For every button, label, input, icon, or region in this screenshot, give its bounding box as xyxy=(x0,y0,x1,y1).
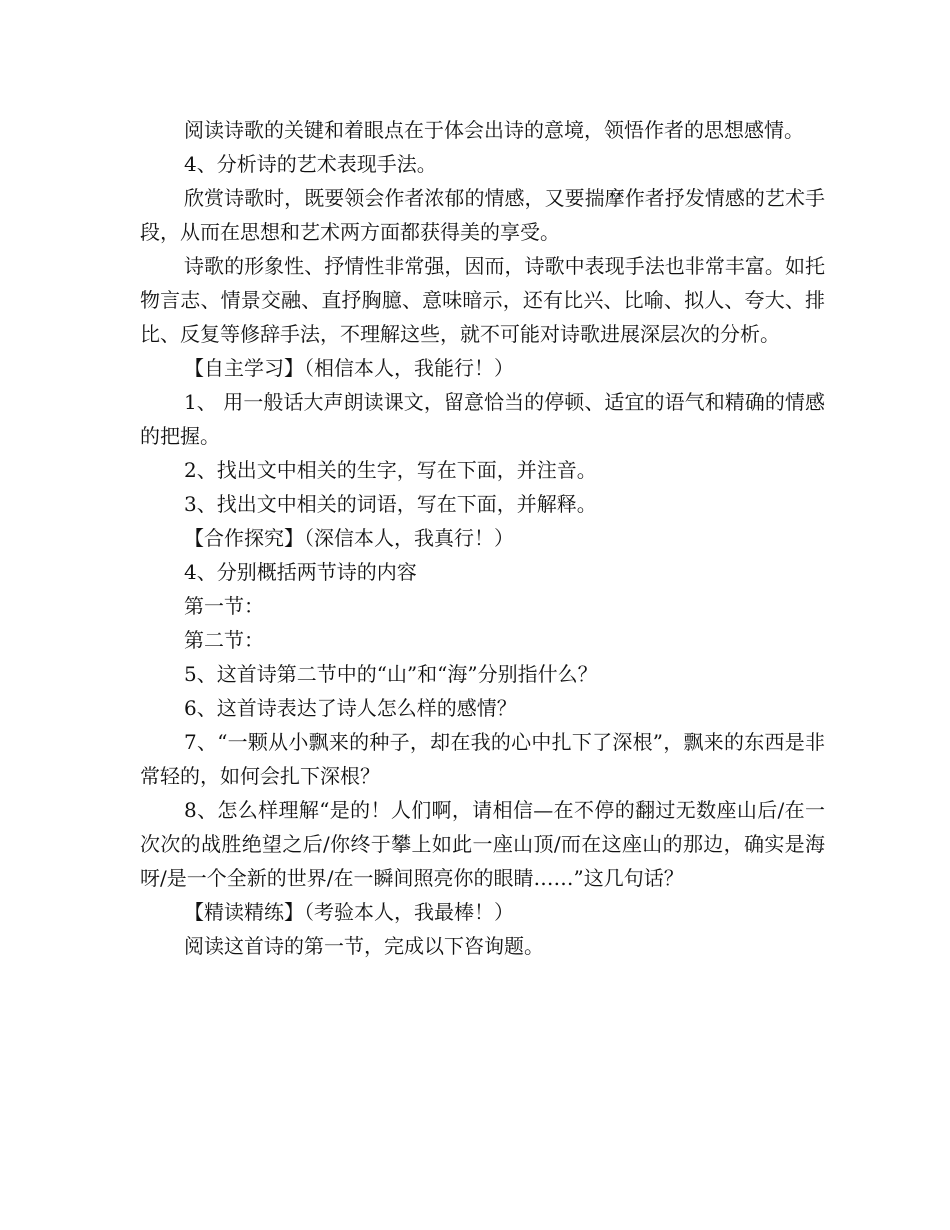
section-self-study: 【自主学习】（相信本人，我能行！） xyxy=(184,356,514,380)
question-6: 6、这首诗表达了诗人怎么样的感情？ xyxy=(184,696,517,720)
answer-line-section-2: 第二节： xyxy=(184,628,264,652)
question-5: 5、这首诗第二节中的“山”和“海”分别指什么？ xyxy=(184,662,598,686)
answer-line-section-1: 第一节： xyxy=(184,594,264,618)
question-4: 4、分别概括两节诗的内容 xyxy=(184,560,417,584)
paragraph-appreciation: 欣赏诗歌时，既要领会作者浓郁的情感，又要揣摩作者抒发情感的艺术手段，从而在思想和艺术两方面都获得美的享受。 xyxy=(140,186,825,244)
heading-art-techniques: 4、分析诗的艺术表现手法。 xyxy=(184,152,437,176)
question-1: 1、 用一般话大声朗读课文，留意恰当的停顿、适宜的语气和精确的情感的把握。 xyxy=(140,390,825,448)
paragraph-intro: 阅读诗歌的关键和着眼点在于体会出诗的意境，领悟作者的思想感情。 xyxy=(184,118,804,142)
paragraph-techniques: 诗歌的形象性、抒情性非常强，因而，诗歌中表现手法也非常丰富。如托物言志、情景交融、直抒胸臆、意味暗示，还有比兴、比喻、拟人、夸大、排比、反复等修辞手法，不理解这些，就不可能对诗歌进展深层次的分析。 xyxy=(140,254,825,346)
question-2: 2、找出文中相关的生字，写在下面，并注音。 xyxy=(184,458,597,482)
section-intensive-reading: 【精读精练】（考验本人，我最棒！） xyxy=(184,900,514,924)
question-7: 7、“一颗从小飘来的种子，却在我的心中扎下了深根”，飘来的东西是非常轻的，如何会扎下深根？ xyxy=(140,730,825,788)
paragraph-reading-task: 阅读这首诗的第一节，完成以下咨询题。 xyxy=(184,934,544,958)
document-body xyxy=(140,113,825,963)
question-8: 8、怎么样理解“是的！人们啊，请相信—在不停的翻过无数座山后/在一次次的战胜绝望之后/你终于攀上如此一座山顶/而在这座山的那边，确实是海呀/是一个全新的世界/在一瞬间照亮你的眼睛……”这几句话？ xyxy=(140,798,825,890)
question-3: 3、找出文中相关的词语，写在下面，并解释。 xyxy=(184,492,597,516)
section-cooperative-inquiry: 【合作探究】（深信本人，我真行！） xyxy=(184,526,514,550)
